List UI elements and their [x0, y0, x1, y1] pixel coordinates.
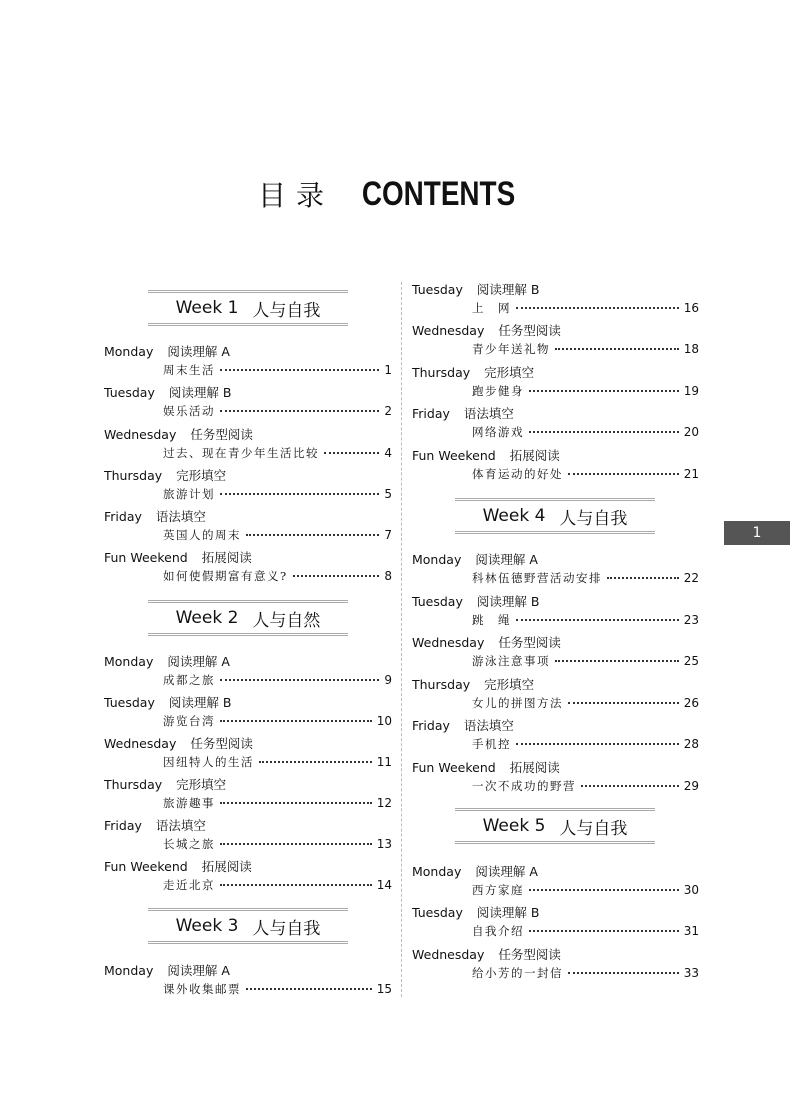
item-page-number: 33 — [683, 966, 699, 980]
item-topic: 手机控 — [472, 737, 511, 751]
dot-leader — [220, 369, 379, 371]
entry-day: Thursday — [104, 777, 163, 792]
entry-day: Thursday — [104, 468, 163, 483]
week-theme: 人与自然 — [252, 610, 321, 631]
entry-day: Wednesday — [412, 323, 485, 338]
item-topic: 跑步健身 — [472, 384, 524, 398]
toc-item[interactable] — [472, 341, 699, 357]
title-en: CONTENTS — [361, 175, 516, 213]
item-page-number: 30 — [683, 883, 699, 897]
entry-day: Thursday — [412, 677, 471, 692]
entry-day: Wednesday — [104, 736, 177, 751]
entry-day: Tuesday — [104, 385, 155, 400]
item-page-number: 29 — [683, 779, 699, 793]
item-page-number: 11 — [376, 755, 392, 769]
entry-type: 阅读理解 B — [168, 695, 232, 710]
dot-leader — [220, 720, 372, 722]
entry-heading — [412, 446, 560, 464]
entry-type: 阅读理解 A — [167, 654, 230, 669]
toc-item[interactable] — [472, 653, 699, 669]
item-page-number: 10 — [376, 714, 392, 728]
toc-item[interactable] — [163, 486, 392, 502]
entry-day: Tuesday — [412, 282, 463, 297]
entry-type: 阅读理解 B — [476, 282, 540, 297]
item-topic: 西方家庭 — [472, 883, 524, 897]
entry-type: 阅读理解 B — [168, 385, 232, 400]
entry-day: Friday — [412, 406, 450, 421]
toc-item[interactable] — [163, 795, 392, 811]
item-topic: 因纽特人的生活 — [163, 755, 254, 769]
item-topic: 游泳注意事项 — [472, 654, 550, 668]
toc-item[interactable] — [472, 570, 699, 586]
dot-leader — [220, 679, 379, 681]
toc-item[interactable] — [163, 672, 392, 688]
entry-day: Wednesday — [412, 635, 485, 650]
toc-item[interactable] — [163, 877, 392, 893]
entry-heading — [412, 716, 514, 734]
entry-heading — [104, 383, 231, 401]
item-topic: 过去、现在青少年生活比较 — [163, 446, 319, 460]
item-topic: 上 网 — [472, 301, 511, 315]
entry-heading — [104, 652, 230, 670]
entry-type: 阅读理解 A — [475, 552, 538, 567]
week-theme: 人与自我 — [559, 818, 628, 839]
item-topic: 走近北京 — [163, 878, 215, 892]
toc-item[interactable] — [472, 736, 699, 752]
page-tab: 1 — [724, 521, 790, 545]
title-cn: 目录 — [257, 179, 334, 212]
item-topic: 跳 绳 — [472, 613, 511, 627]
entry-type: 任务型阅读 — [498, 323, 561, 338]
column-divider — [401, 282, 402, 997]
dot-leader — [246, 988, 372, 990]
week-label: Week 2 — [175, 608, 239, 628]
item-page-number: 16 — [683, 301, 699, 315]
dot-leader — [555, 348, 679, 350]
dot-leader — [607, 577, 679, 579]
item-page-number: 1 — [384, 363, 392, 377]
entry-day: Friday — [104, 818, 142, 833]
entry-day: Fun Weekend — [104, 550, 188, 565]
item-page-number: 4 — [384, 446, 392, 460]
toc-item[interactable] — [472, 882, 699, 898]
entry-type: 任务型阅读 — [498, 635, 561, 650]
dot-leader — [220, 843, 372, 845]
item-page-number: 15 — [376, 982, 392, 996]
dot-leader — [293, 575, 380, 577]
entry-heading — [412, 903, 539, 921]
item-page-number: 8 — [384, 569, 392, 583]
item-topic: 游览台湾 — [163, 714, 215, 728]
item-topic: 课外收集邮票 — [163, 982, 241, 996]
item-page-number: 28 — [683, 737, 699, 751]
week-header — [148, 600, 348, 636]
entry-heading — [412, 758, 560, 776]
entry-day: Tuesday — [412, 594, 463, 609]
item-page-number: 26 — [683, 696, 699, 710]
item-topic: 自我介绍 — [472, 924, 524, 938]
toc-item[interactable] — [163, 713, 392, 729]
entry-heading — [104, 342, 230, 360]
entry-type: 语法填空 — [463, 718, 514, 733]
entry-type: 完形填空 — [484, 365, 535, 380]
item-page-number: 23 — [683, 613, 699, 627]
entry-type: 语法填空 — [155, 818, 206, 833]
item-page-number: 31 — [683, 924, 699, 938]
entry-day: Monday — [104, 654, 154, 669]
entry-day: Tuesday — [412, 905, 463, 920]
entry-day: Wednesday — [412, 947, 485, 962]
entry-type: 完形填空 — [176, 468, 227, 483]
dot-leader — [516, 307, 679, 309]
entry-day: Friday — [412, 718, 450, 733]
item-page-number: 12 — [376, 796, 392, 810]
entry-day: Monday — [412, 552, 462, 567]
item-page-number: 13 — [376, 837, 392, 851]
dot-leader — [516, 619, 679, 621]
entry-type: 任务型阅读 — [190, 427, 253, 442]
entry-type: 任务型阅读 — [190, 736, 253, 751]
entry-heading — [412, 945, 561, 963]
entry-heading — [104, 775, 226, 793]
entry-heading — [104, 961, 230, 979]
entry-type: 阅读理解 A — [475, 864, 538, 879]
entry-heading — [412, 592, 539, 610]
entry-type: 阅读理解 A — [167, 344, 230, 359]
entry-day: Tuesday — [104, 695, 155, 710]
toc-item[interactable] — [472, 923, 699, 939]
week-label: Week 5 — [482, 816, 546, 836]
dot-leader — [516, 743, 679, 745]
entry-heading — [104, 548, 252, 566]
dot-leader — [568, 473, 679, 475]
dot-leader — [568, 972, 679, 974]
entry-type: 语法填空 — [463, 406, 514, 421]
week-theme: 人与自我 — [559, 508, 628, 529]
item-page-number: 22 — [683, 571, 699, 585]
dot-leader — [529, 390, 679, 392]
entry-heading — [412, 321, 561, 339]
item-page-number: 14 — [376, 878, 392, 892]
week-label: Week 1 — [175, 298, 239, 318]
item-page-number: 18 — [683, 342, 699, 356]
dot-leader — [220, 884, 372, 886]
entry-day: Fun Weekend — [412, 760, 496, 775]
entry-type: 阅读理解 B — [476, 594, 540, 609]
item-page-number: 25 — [683, 654, 699, 668]
week-theme: 人与自我 — [252, 918, 321, 939]
toc-item[interactable] — [472, 965, 699, 981]
toc-item[interactable] — [472, 612, 699, 628]
item-topic: 网络游戏 — [472, 425, 524, 439]
item-page-number: 19 — [683, 384, 699, 398]
dot-leader — [529, 930, 679, 932]
dot-leader — [529, 889, 679, 891]
week-header — [455, 808, 655, 844]
entry-heading — [104, 693, 231, 711]
entry-heading — [104, 425, 253, 443]
entry-heading — [104, 734, 253, 752]
entry-type: 拓展阅读 — [201, 859, 252, 874]
toc-item[interactable] — [163, 836, 392, 852]
entry-day: Monday — [104, 344, 154, 359]
entry-heading — [412, 280, 539, 298]
entry-heading — [412, 862, 538, 880]
toc-item[interactable] — [163, 754, 392, 770]
entry-day: Friday — [104, 509, 142, 524]
dot-leader — [220, 493, 379, 495]
entry-type: 拓展阅读 — [509, 760, 560, 775]
toc-item[interactable] — [163, 362, 392, 378]
toc-item[interactable] — [472, 300, 699, 316]
entry-heading — [104, 466, 226, 484]
item-page-number: 9 — [384, 673, 392, 687]
week-header — [148, 908, 348, 944]
week-theme: 人与自我 — [252, 300, 321, 321]
entry-type: 完形填空 — [176, 777, 227, 792]
dot-leader — [529, 431, 679, 433]
entry-day: Fun Weekend — [412, 448, 496, 463]
dot-leader — [581, 785, 679, 787]
dot-leader — [220, 802, 372, 804]
item-topic: 女儿的拼图方法 — [472, 696, 563, 710]
item-topic: 给小芳的一封信 — [472, 966, 563, 980]
entry-type: 语法填空 — [155, 509, 206, 524]
toc-item[interactable] — [472, 466, 699, 482]
item-topic: 体育运动的好处 — [472, 467, 563, 481]
contents-title — [0, 174, 790, 214]
item-page-number: 20 — [683, 425, 699, 439]
entry-heading — [104, 857, 252, 875]
toc-item[interactable] — [472, 695, 699, 711]
dot-leader — [259, 761, 372, 763]
item-topic: 旅游趣事 — [163, 796, 215, 810]
item-topic: 旅游计划 — [163, 487, 215, 501]
entry-day: Wednesday — [104, 427, 177, 442]
dot-leader — [246, 534, 379, 536]
toc-item[interactable] — [163, 403, 392, 419]
item-topic: 一次不成功的野营 — [472, 779, 576, 793]
item-page-number: 5 — [384, 487, 392, 501]
item-topic: 成都之旅 — [163, 673, 215, 687]
item-topic: 周末生活 — [163, 363, 215, 377]
entry-type: 完形填空 — [484, 677, 535, 692]
item-page-number: 7 — [384, 528, 392, 542]
item-topic: 娱乐活动 — [163, 404, 215, 418]
week-label: Week 3 — [175, 916, 239, 936]
entry-type: 任务型阅读 — [498, 947, 561, 962]
dot-leader — [324, 452, 379, 454]
entry-type: 阅读理解 A — [167, 963, 230, 978]
entry-heading — [412, 363, 534, 381]
item-topic: 如何使假期富有意义? — [163, 569, 288, 583]
entry-day: Fun Weekend — [104, 859, 188, 874]
toc-item[interactable] — [163, 527, 392, 543]
item-topic: 长城之旅 — [163, 837, 215, 851]
entry-heading — [412, 404, 514, 422]
entry-type: 拓展阅读 — [201, 550, 252, 565]
entry-type: 阅读理解 B — [476, 905, 540, 920]
entry-heading — [104, 507, 206, 525]
toc-item[interactable] — [163, 981, 392, 997]
item-topic: 科林伍德野营活动安排 — [472, 571, 602, 585]
week-header — [148, 290, 348, 326]
entry-day: Monday — [104, 963, 154, 978]
toc-item[interactable] — [472, 424, 699, 440]
toc-item[interactable] — [472, 778, 699, 794]
toc-item[interactable] — [163, 445, 392, 461]
entry-heading — [104, 816, 206, 834]
dot-leader — [220, 410, 379, 412]
item-topic: 青少年送礼物 — [472, 342, 550, 356]
toc-item[interactable] — [163, 568, 392, 584]
item-topic: 英国人的周末 — [163, 528, 241, 542]
toc-item[interactable] — [472, 383, 699, 399]
entry-day: Thursday — [412, 365, 471, 380]
entry-heading — [412, 633, 561, 651]
week-header — [455, 498, 655, 534]
dot-leader — [555, 660, 679, 662]
item-page-number: 21 — [683, 467, 699, 481]
entry-day: Monday — [412, 864, 462, 879]
item-page-number: 2 — [384, 404, 392, 418]
entry-heading — [412, 550, 538, 568]
week-label: Week 4 — [482, 506, 546, 526]
entry-heading — [412, 675, 534, 693]
dot-leader — [568, 702, 679, 704]
entry-type: 拓展阅读 — [509, 448, 560, 463]
